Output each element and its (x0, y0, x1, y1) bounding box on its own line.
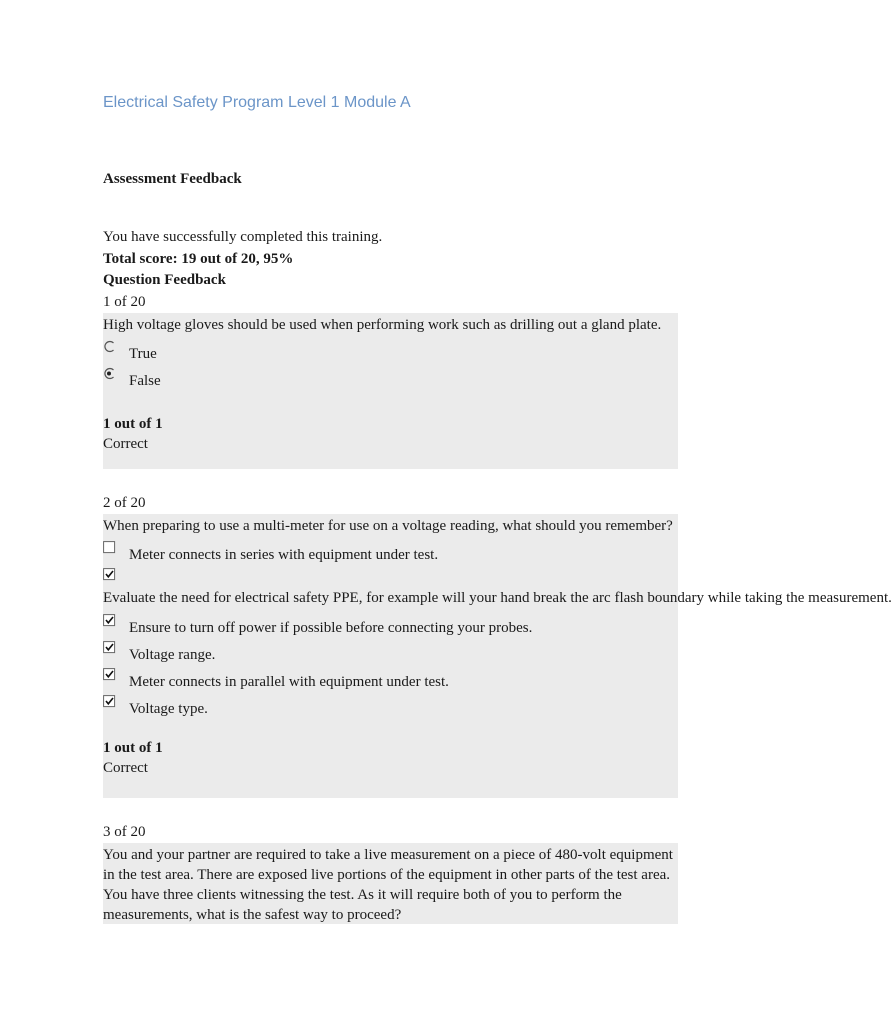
question-2-text: When preparing to use a multi-meter for use on a voltage reading, what should you remember? (103, 518, 673, 534)
total-score: Total score: 19 out of 20, 95% (103, 250, 294, 267)
question-1-text: High voltage gloves should be used when performing work such as drilling out a gland plate. (103, 317, 662, 333)
question-1-score: 1 out of 1 (103, 416, 163, 432)
option-label: Meter connects in parallel with equipment under test. (129, 674, 449, 690)
summary (103, 227, 382, 292)
option-label: True (129, 346, 157, 362)
checkbox-checked-icon[interactable] (103, 614, 116, 627)
question-1-number: 1 of 20 (103, 294, 146, 310)
question-2-result: Correct (103, 760, 148, 776)
option-label: Meter connects in series with equipment under test. (129, 547, 439, 563)
question-2-score: 1 out of 1 (103, 740, 163, 756)
checkbox-unchecked-icon[interactable] (103, 541, 116, 554)
question-2-option (103, 568, 892, 614)
option-label: Evaluate the need for electrical safety PPE, for example will your hand break the arc flash boundary while taking the measurement. (103, 590, 892, 606)
option-label: False (129, 373, 161, 389)
question-3-number: 3 of 20 (103, 824, 146, 840)
completed-message: You have successfully completed this training. (103, 229, 383, 245)
question-1-option (103, 367, 678, 394)
option-label: Ensure to turn off power if possible before connecting your probes. (129, 620, 533, 636)
section-heading: Assessment Feedback (103, 171, 242, 187)
question-2-option (103, 541, 678, 568)
option-label: Voltage range. (129, 647, 216, 663)
question-3-box (103, 843, 678, 924)
question-2-box (103, 514, 892, 798)
checkbox-checked-icon[interactable] (103, 641, 116, 654)
question-2-option (103, 668, 678, 695)
question-3-text: You and your partner are required to take a live measurement on a piece of 480-volt equipment in the test area. There are exposed live portions of the equipment in other parts of the test area. You have three clients witnessing the test. As it will require both of you to perform the measurements, what is the safest way to proceed? (103, 847, 673, 923)
question-2-option (103, 695, 678, 722)
option-label: Voltage type. (129, 701, 208, 717)
question-1-option (103, 340, 678, 367)
question-2-option (103, 614, 678, 641)
checkbox-checked-icon[interactable] (103, 695, 116, 708)
question-2-option (103, 641, 678, 668)
program-title: Electrical Safety Program Level 1 Module A (103, 94, 411, 111)
question-1-box (103, 313, 678, 469)
question-2-number: 2 of 20 (103, 495, 146, 511)
radio-selected-icon[interactable] (103, 367, 116, 380)
question-1-result: Correct (103, 436, 148, 452)
checkbox-checked-icon[interactable] (103, 568, 116, 581)
question-feedback-label: Question Feedback (103, 272, 226, 288)
checkbox-checked-icon[interactable] (103, 668, 116, 681)
radio-unselected-icon[interactable] (103, 340, 116, 353)
